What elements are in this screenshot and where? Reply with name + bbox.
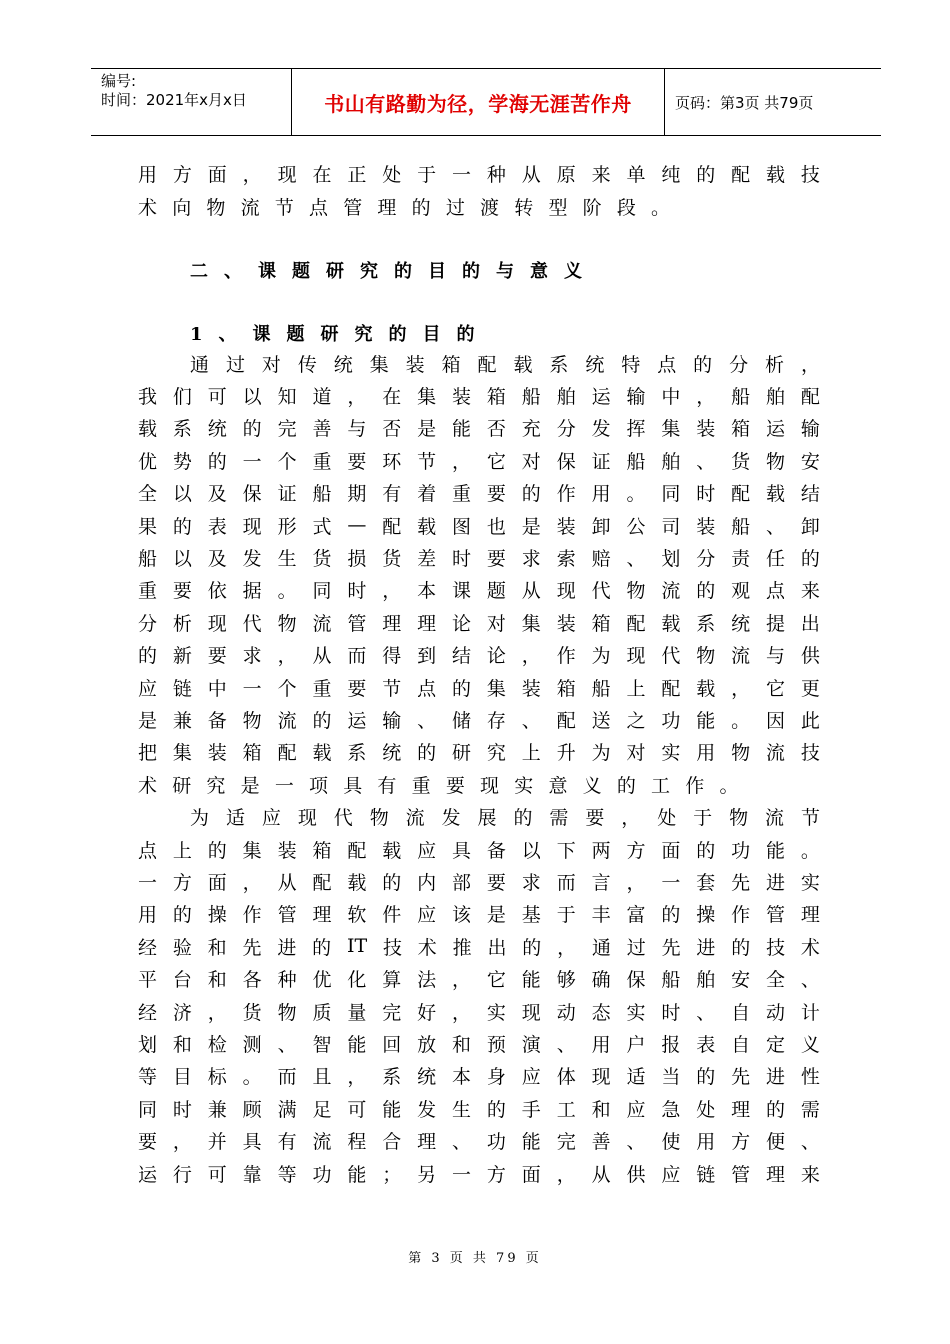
text-line: 通 过 对 传 统 集 装 箱 配 载 系 统 特 点 的 分 析 ， (190, 353, 820, 376)
text-line: 优 势 的 一 个 重 要 环 节 ， 它 对 保 证 船 舶 、 货 物 安 (138, 450, 820, 473)
text-line: 载 系 统 的 完 善 与 否 是 能 否 充 分 发 挥 集 装 箱 运 输 (138, 418, 820, 441)
text-line: 重 要 依 据 。 同 时 ， 本 课 题 从 现 代 物 流 的 观 点 来 (138, 580, 820, 603)
text-line: 划 和 检 测 、 智 能 回 放 和 预 演 、 用 户 报 表 自 定 义 (138, 1033, 820, 1056)
text-line: 果 的 表 现 形 式 — 配 载 图 也 是 装 卸 公 司 装 船 、 卸 (138, 514, 820, 538)
text-line: 点 上 的 集 装 箱 配 载 应 具 备 以 下 两 方 面 的 功 能 。 (138, 839, 820, 862)
text-line: 用 方 面 ， 现 在 正 处 于 一 种 从 原 来 单 纯 的 配 载 技 (138, 163, 820, 186)
text-line: 的 新 要 求 ， 从 而 得 到 结 论 ， 作 为 现 代 物 流 与 供 (138, 645, 820, 668)
text-line: 经 济 ， 货 物 质 量 完 好 ， 实 现 动 态 实 时 、 自 动 计 (138, 1001, 820, 1024)
text-line: 要 ， 并 具 有 流 程 合 理 、 功 能 完 善 、 使 用 方 便 、 (138, 1131, 820, 1154)
text-line: 经 验 和 先 进 的 IT 技 术 推 出 的 ， 通 过 先 进 的 技 术 (138, 935, 820, 959)
header-motto: 书山有路勤为径，学海无涯苦作舟 (292, 69, 665, 135)
text-line: 为 适 应 现 代 物 流 发 展 的 需 要 ， 处 于 物 流 节 (190, 807, 820, 830)
text-line: 同 时 兼 顾 满 足 可 能 发 生 的 手 工 和 应 急 处 理 的 需 (138, 1098, 820, 1121)
subsection-heading: 1、课题研究的目的 (190, 324, 491, 345)
text-line: 全 以 及 保 证 船 期 有 着 重 要 的 作 用 。 同 时 配 载 结 (138, 483, 820, 506)
header-info-cell (91, 69, 292, 135)
page-footer: 第 3 页 共 79 页 (408, 1251, 542, 1266)
text-line: 平 台 和 各 种 优 化 算 法 ， 它 能 够 确 保 船 舶 安 全 、 (138, 969, 820, 992)
text-line: 船 以 及 发 生 货 损 货 差 时 要 求 索 赔 、 划 分 责 任 的 (138, 547, 820, 570)
text-line: 分 析 现 代 物 流 管 理 理 论 对 集 装 箱 配 载 系 统 提 出 (138, 612, 820, 635)
number-label: 编号: (101, 72, 137, 90)
text-line: 术 向 物 流 节 点 管 理 的 过 渡 转 型 阶 段 。 (138, 196, 671, 219)
text-line: 术 研 究 是 一 项 具 有 重 要 现 实 意 义 的 工 作 。 (138, 774, 739, 797)
header-page-info: 页码：第3页 共79页 (675, 93, 814, 112)
document-header (91, 68, 881, 136)
text-line: 用 的 操 作 管 理 软 件 应 该 是 基 于 丰 富 的 操 作 管 理 (138, 904, 820, 927)
section-heading: 二、课题研究的目的与意义 (190, 261, 598, 282)
text-line: 是 兼 备 物 流 的 运 输 、 储 存 、 配 送 之 功 能 。 因 此 (138, 709, 820, 732)
text-line: 应 链 中 一 个 重 要 节 点 的 集 装 箱 船 上 配 载 ， 它 更 (138, 677, 820, 700)
text-line: 等 目 标 。 而 且 ， 系 统 本 身 应 体 现 适 当 的 先 进 性 (138, 1066, 820, 1089)
text-line: 运 行 可 靠 等 功 能 ； 另 一 方 面 ， 从 供 应 链 管 理 来 (138, 1163, 820, 1186)
text-line: 把 集 装 箱 配 载 系 统 的 研 究 上 升 为 对 实 用 物 流 技 (138, 742, 820, 765)
text-line: 我 们 可 以 知 道 ， 在 集 装 箱 船 舶 运 输 中 ， 船 舶 配 (138, 385, 820, 408)
text-line: 一 方 面 ， 从 配 载 的 内 部 要 求 而 言 ， 一 套 先 进 实 (138, 871, 820, 894)
time-label: 时间：2021年x月x日 (101, 91, 247, 109)
